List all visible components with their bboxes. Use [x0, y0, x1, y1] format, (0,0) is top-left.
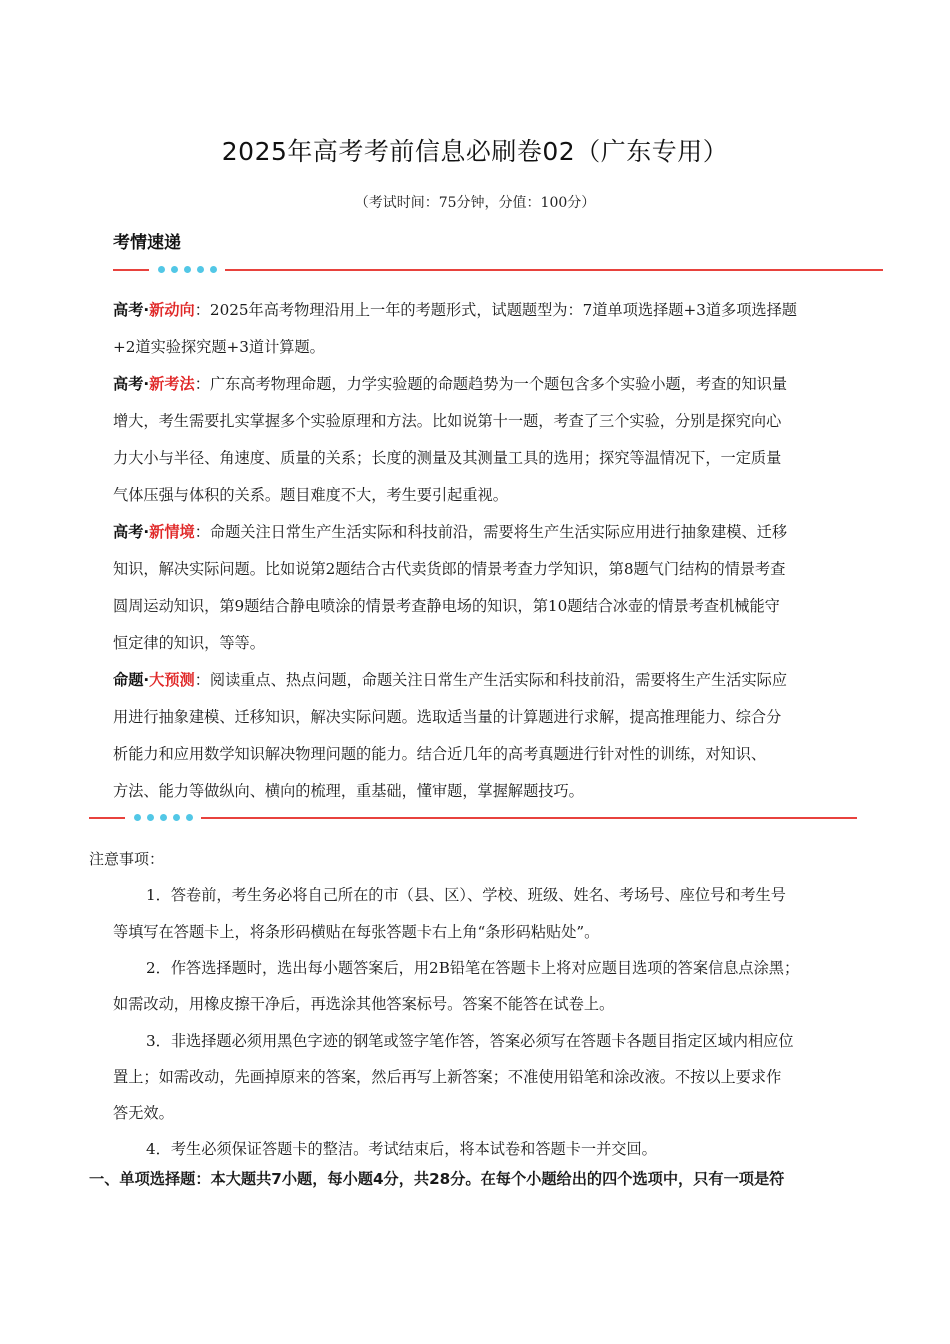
info-block-new-method	[113, 366, 883, 514]
divider-dot	[160, 814, 167, 821]
info-prefix: 高考·	[113, 375, 150, 393]
divider-dot	[134, 814, 141, 821]
divider-dot	[186, 814, 193, 821]
info-line	[113, 366, 883, 403]
info-line: 增大，考生需要扎实掌握多个实验原理和方法。比如说第十一题，考查了三个实验，分别是探究向心	[113, 412, 782, 430]
info-line: 方法、能力等做纵向、横向的梳理，重基础，懂审题，掌握解题技巧。	[113, 782, 584, 800]
info-line: 恒定律的知识，等等。	[113, 634, 265, 652]
divider-line-left	[113, 269, 149, 271]
info-text: 阅读重点、热点问题，命题关注日常生产生活实际和科技前沿，需要将生产生活实际应	[209, 671, 788, 689]
divider-dot	[171, 266, 178, 273]
divider-line-left	[89, 817, 125, 819]
notice-item-3-cont2: 答无效。	[113, 1104, 174, 1122]
notice-item-2-cont: 如需改动，用橡皮擦干净后，再选涂其他答案标号。答案不能答在试卷上。	[113, 995, 615, 1013]
info-block-new-direction	[113, 292, 883, 366]
notice-item-1-cont: 等填写在答题卡上，将条形码横贴在每张答题卡右上角“条形码粘贴处”。	[113, 923, 600, 941]
info-colon: ：	[194, 375, 210, 393]
info-line: 用进行抽象建模、迁移知识，解决实际问题。选取适当量的计算题进行求解，提高推理能力、综合分	[113, 708, 782, 726]
divider-dot	[173, 814, 180, 821]
info-line: 圆周运动知识，第9题结合静电喷涂的情景考查静电场的知识，第10题结合冰壶的情景考查机械能守	[113, 597, 780, 615]
divider-dot	[158, 266, 165, 273]
info-line: 知识，解决实际问题。比如说第2题结合古代卖货郎的情景考查力学知识，第8题气门结构的情景考查	[113, 560, 786, 578]
info-line	[113, 514, 883, 551]
section-heading: 考情速递	[113, 233, 181, 253]
info-highlight: 新动向	[149, 301, 195, 319]
info-line: 析能力和应用数学知识解决物理问题的能力。结合近几年的高考真题进行针对性的训练，对知识、	[113, 745, 767, 763]
info-line: 气体压强与体积的关系。题目难度不大，考生要引起重视。	[113, 486, 508, 504]
info-line	[113, 292, 883, 329]
divider-dot	[184, 266, 191, 273]
info-block-prediction	[113, 662, 883, 810]
notice-item-2: 2．作答选择题时，选出每小题答案后，用2B铅笔在答题卡上将对应题目选项的答案信息点涂黑；	[146, 959, 800, 977]
notice-item-1: 1．答卷前，考生务必将自己所在的市（县、区）、学校、班级、姓名、考场号、座位号和考生号	[146, 886, 786, 904]
divider-dot	[210, 266, 217, 273]
info-highlight: 大预测	[149, 671, 195, 689]
info-highlight: 新情境	[149, 523, 195, 541]
info-highlight: 新考法	[149, 375, 195, 393]
info-line	[113, 662, 883, 699]
notice-item-4: 4．考生必须保证答题卡的整洁。考试结束后，将本试卷和答题卡一并交回。	[146, 1140, 657, 1158]
exam-info: （考试时间：75分钟，分值：100分）	[354, 195, 596, 211]
info-line: 力大小与半径、角速度、质量的关系；长度的测量及其测量工具的选用；探究等温情况下，一定质量	[113, 449, 782, 467]
info-text: 2025年高考物理沿用上一年的考题形式，试题题型为：7道单项选择题+3道多项选择题	[209, 301, 797, 319]
divider-dot	[197, 266, 204, 273]
info-prefix: 命题·	[113, 671, 150, 689]
notice-item-3: 3．非选择题必须用黑色字迹的钢笔或签字笔作答，答案必须写在答题卡各题目指定区域内相应位	[146, 1032, 794, 1050]
divider-top	[113, 263, 883, 277]
info-block-new-context	[113, 514, 883, 662]
info-line: +2道实验探究题+3道计算题。	[113, 338, 325, 356]
notice-label: 注意事项：	[89, 850, 165, 868]
info-colon: ：	[194, 671, 210, 689]
divider-line-right	[201, 817, 857, 819]
info-colon: ：	[194, 523, 210, 541]
info-colon: ：	[194, 301, 210, 319]
notice-item-3-cont: 置上；如需改动，先画掉原来的答案，然后再写上新答案；不准使用铅笔和涂改液。不按以上要求作	[113, 1068, 782, 1086]
divider-line-right	[225, 269, 883, 271]
info-text: 广东高考物理命题，力学实验题的命题趋势为一个题包含多个实验小题，考查的知识量	[209, 375, 788, 393]
info-prefix: 高考·	[113, 523, 150, 541]
divider-dot	[147, 814, 154, 821]
divider-bottom	[89, 811, 857, 825]
info-text: 命题关注日常生产生活实际和科技前沿，需要将生产生活实际应用进行抽象建模、迁移	[209, 523, 788, 541]
question-section-heading: 一、单项选择题：本大题共7小题，每小题4分，共28分。在每个小题给出的四个选项中，只有一项是符	[89, 1170, 785, 1188]
page-title: 2025年高考考前信息必刷卷02（广东专用）	[221, 137, 729, 166]
info-prefix: 高考·	[113, 301, 150, 319]
